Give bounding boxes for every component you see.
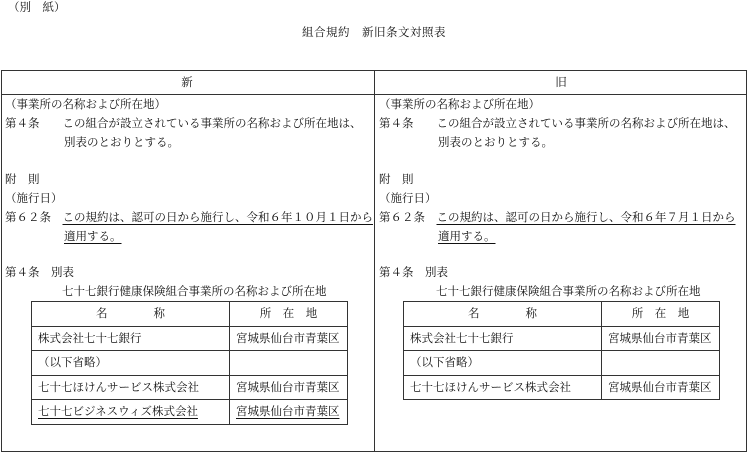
old-table-caption: 七十七銀行健康保険組合事業所の名称および所在地: [436, 284, 701, 298]
new-office-table: [31, 301, 348, 425]
new-article4-heading: （事業所の名称および所在地）: [5, 97, 166, 111]
new-article4-line2: 別表のとおりとする。: [64, 135, 179, 149]
table-header-location: 所 在 地: [230, 302, 348, 327]
old-article4-heading: （事業所の名称および所在地）: [379, 97, 540, 111]
old-article4-line2: 別表のとおりとする。: [438, 135, 553, 149]
attachment-label: （別 紙）: [8, 0, 66, 14]
office-location: 宮城県仙台市青葉区: [602, 326, 720, 351]
document-title: 組合規約 新旧条文対照表: [302, 25, 446, 39]
table-header-row: [32, 302, 348, 327]
table-row: [32, 351, 348, 376]
table-row: [404, 351, 720, 376]
new-supplementary-heading: 附 則: [5, 172, 40, 186]
new-article62: [5, 212, 373, 224]
old-article62: [379, 212, 736, 224]
old-article62-number: 第６２条: [379, 210, 437, 224]
old-supplementary-heading: 附 則: [379, 172, 414, 186]
office-location: 宮城県仙台市青葉区: [230, 326, 348, 351]
old-office-table: [403, 301, 720, 400]
table-row: [32, 375, 348, 400]
column-header-old: 旧: [555, 75, 567, 89]
office-location: 宮城県仙台市青葉区: [236, 404, 340, 418]
old-article62-line2: 適用する。: [438, 229, 496, 243]
new-article62-amended-text: この規約は、認可の日から施行し、令和６年１０月１日から: [62, 210, 373, 224]
office-name: 七十七ビジネスウィズ株式会社: [38, 404, 198, 418]
table-header-name: 名 称: [32, 302, 230, 327]
new-enforcement-heading: （施行日）: [5, 191, 63, 205]
office-location: [602, 351, 720, 376]
office-location: 宮城県仙台市青葉区: [602, 375, 720, 400]
old-article62-amended-text: この規約は、認可の日から施行し、令和６年７月１日から: [436, 210, 736, 224]
table-header-name: 名 称: [404, 302, 602, 327]
new-appendix-heading: 第４条 別表: [5, 265, 74, 279]
office-name: 株式会社七十七銀行: [404, 326, 602, 351]
new-article62-number: 第６２条: [5, 210, 63, 224]
table-header-location: 所 在 地: [602, 302, 720, 327]
table-row: [404, 375, 720, 400]
office-name: 七十七ほけんサービス株式会社: [404, 375, 602, 400]
new-table-caption: 七十七銀行健康保険組合事業所の名称および所在地: [62, 284, 327, 298]
new-article4-line1: 第４条 この組合が設立されている事業所の名称および所在地は、: [5, 116, 362, 130]
table-header-row: [404, 302, 720, 327]
old-article4-line1: 第４条 この組合が設立されている事業所の名称および所在地は、: [379, 116, 736, 130]
office-location: [230, 351, 348, 376]
office-location: 宮城県仙台市青葉区: [230, 375, 348, 400]
office-name: 七十七ほけんサービス株式会社: [32, 375, 230, 400]
office-name: 株式会社七十七銀行: [32, 326, 230, 351]
table-row: [404, 326, 720, 351]
table-row: [32, 326, 348, 351]
old-enforcement-heading: （施行日）: [379, 191, 437, 205]
new-article62-line2: 適用する。: [64, 229, 122, 243]
column-header-new: 新: [181, 75, 193, 89]
old-appendix-heading: 第４条 別表: [379, 265, 448, 279]
column-divider: [374, 70, 375, 452]
office-name: （以下省略）: [32, 351, 230, 376]
table-row-added: [32, 400, 348, 425]
office-name: （以下省略）: [404, 351, 602, 376]
